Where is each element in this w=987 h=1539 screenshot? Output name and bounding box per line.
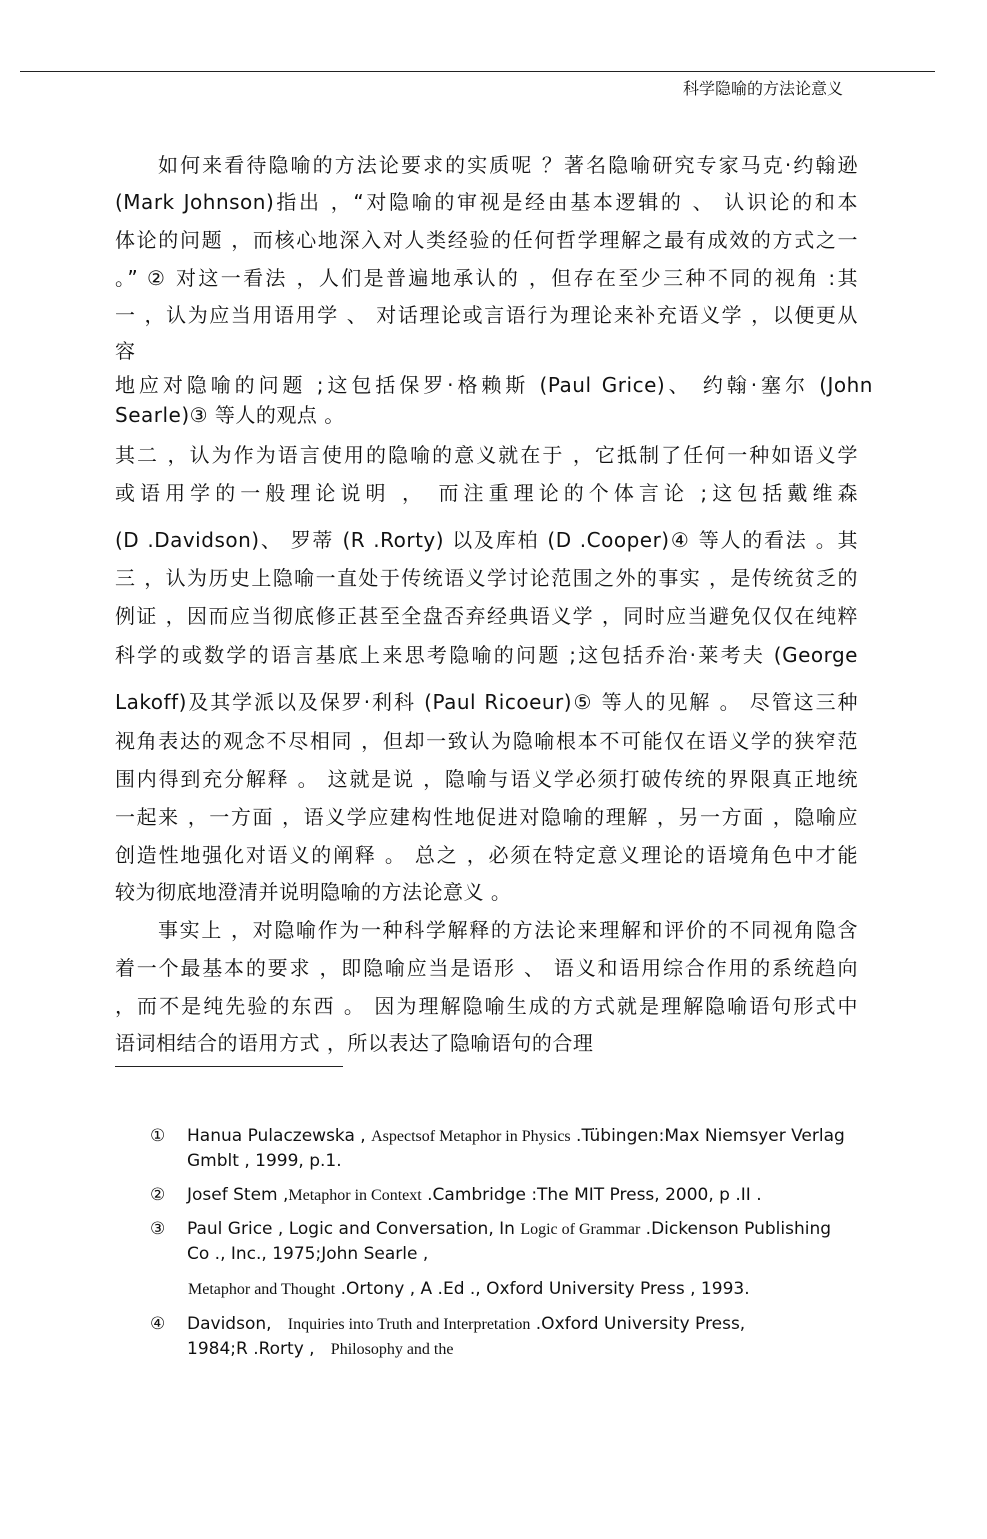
footnote-author: Josef Stem , (187, 1185, 289, 1205)
footnote-line (188, 1277, 750, 1302)
text-line: 例证 ，因而应当彻底修正甚至全盘否弃经典语义学 ，同时应当避免仅仅在纯粹 (115, 604, 858, 628)
footnote-title: Metaphor in Context (288, 1187, 422, 1204)
footnote-number: ① (150, 1126, 166, 1146)
footnote-title: Inquiries into Truth and Interpretation (287, 1316, 531, 1333)
footnote-publisher: .Tübingen:Max Niemsyer Verlag (570, 1126, 845, 1146)
text-line: Searle)③ 等人的观点 。 (115, 403, 345, 427)
text-line: 三 ，认为历史上隐喻一直处于传统语义学讨论范围之外的事实 ，是传统贫乏的 (115, 566, 858, 590)
footnote-publisher: .Ortony , A .Ed ., Oxford University Press , 1993. (335, 1279, 750, 1299)
text-line: 着一个最基本的要求 ，即隐喻应当是语形 、 语义和语用综合作用的系统趋向 (115, 956, 858, 980)
text-line: 体论的问题 ，而核心地深入对人类经验的任何哲学理解之最有成效的方式之一 (115, 228, 858, 252)
text-line: 事实上 ，对隐喻作为一种科学解释的方法论来理解和评价的不同视角隐含 (158, 918, 858, 942)
footnote-publisher: .Dickenson Publishing (640, 1219, 832, 1239)
footnote-author: Davidson, (187, 1314, 288, 1334)
header-rule (20, 71, 935, 72)
text-line: 容 (115, 339, 136, 363)
text-line: 一 ，认为应当用语用学 、 对话理论或言语行为理论来补充语义学 ，以便更从 (115, 303, 858, 327)
text-line: 围内得到充分解释 。 这就是说 ，隐喻与语义学必须打破传统的界限真正地统 (115, 767, 858, 791)
text-line: 。” ② 对这一看法 ，人们是普遍地承认的 ，但存在至少三种不同的视角 :其 (115, 266, 858, 290)
footnote-line (187, 1337, 453, 1362)
footnote-line (187, 1124, 845, 1149)
text-line: 科学的或数学的语言基底上来思考隐喻的问题 ;这包括乔治·莱考夫 (George (115, 643, 858, 667)
footnote-title: Philosophy and the (330, 1341, 454, 1358)
footnote-number: ④ (150, 1314, 166, 1334)
text-line: (Mark Johnson)指出 ，“对隐喻的审视是经由基本逻辑的 、 认识论的和本 (115, 190, 858, 214)
footnote-number: ③ (150, 1219, 166, 1239)
text-line: 较为彻底地澄清并说明隐喻的方法论意义 。 (115, 880, 512, 904)
running-header: 科学隐喻的方法论意义 (682, 79, 843, 98)
text-line: Lakoff)及其学派以及保罗·利科 (Paul Ricoeur)⑤ 等人的见解 。 尽管这三种 (115, 690, 858, 714)
text-line: ，而不是纯先验的东西 。 因为理解隐喻生成的方式就是理解隐喻语句形式中 (115, 994, 858, 1018)
text-line: 语词相结合的语用方式 ，所以表达了隐喻语句的合理 (115, 1031, 594, 1055)
text-line: 视角表达的观念不尽相同 ，但却一致认为隐喻根本不可能仅在语义学的狭窄范 (115, 729, 858, 753)
footnote-number: ② (150, 1185, 166, 1205)
footnote-line: Co ., Inc., 1975;John Searle , (187, 1244, 429, 1264)
footnote-publisher: .Cambridge :The MIT Press, 2000, p .II . (421, 1185, 762, 1205)
footnote-author: Paul Grice , Logic and Conversation, In (187, 1219, 521, 1239)
text-line: 一起来 ，一方面 ，语义学应建构性地促进对隐喻的理解 ，另一方面 ，隐喻应 (115, 805, 858, 829)
text-line: 地应对隐喻的问题 ;这包括保罗·格赖斯 (Paul Grice)、 约翰·塞尔 (John (115, 373, 873, 397)
footnote-publisher: .Oxford University Press, (530, 1314, 746, 1334)
footnote-line (187, 1183, 762, 1208)
footnote-line (187, 1217, 831, 1242)
text-line: 如何来看待隐喻的方法论要求的实质呢 ？著名隐喻研究专家马克·约翰逊 (158, 153, 858, 177)
footnote-title: Metaphor and Thought (188, 1281, 336, 1298)
footnote-title: Logic of Grammar (520, 1221, 641, 1238)
footnote-line (187, 1312, 745, 1337)
text-line: 创造性地强化对语义的阐释 。 总之 ，必须在特定意义理论的语境角色中才能 (115, 843, 858, 867)
text-line: 其二 ，认为作为语言使用的隐喻的意义就在于 ，它抵制了任何一种如语义学 (115, 443, 858, 467)
text-line: 或语用学的一般理论说明 ， 而注重理论的个体言论 ;这包括戴维森 (115, 481, 858, 505)
footnote-rule (115, 1066, 343, 1067)
footnote-line: Gmblt , 1999, p.1. (187, 1151, 342, 1171)
footnote-title: Aspectsof Metaphor in Physics (371, 1128, 571, 1145)
text-line: (D .Davidson)、 罗蒂 (R .Rorty) 以及库柏 (D .Cooper)④ 等人的看法 。其 (115, 528, 858, 552)
footnote-author: Hanua Pulaczewska , (187, 1126, 372, 1146)
footnote-author: 1984;R .Rorty , (187, 1339, 331, 1359)
